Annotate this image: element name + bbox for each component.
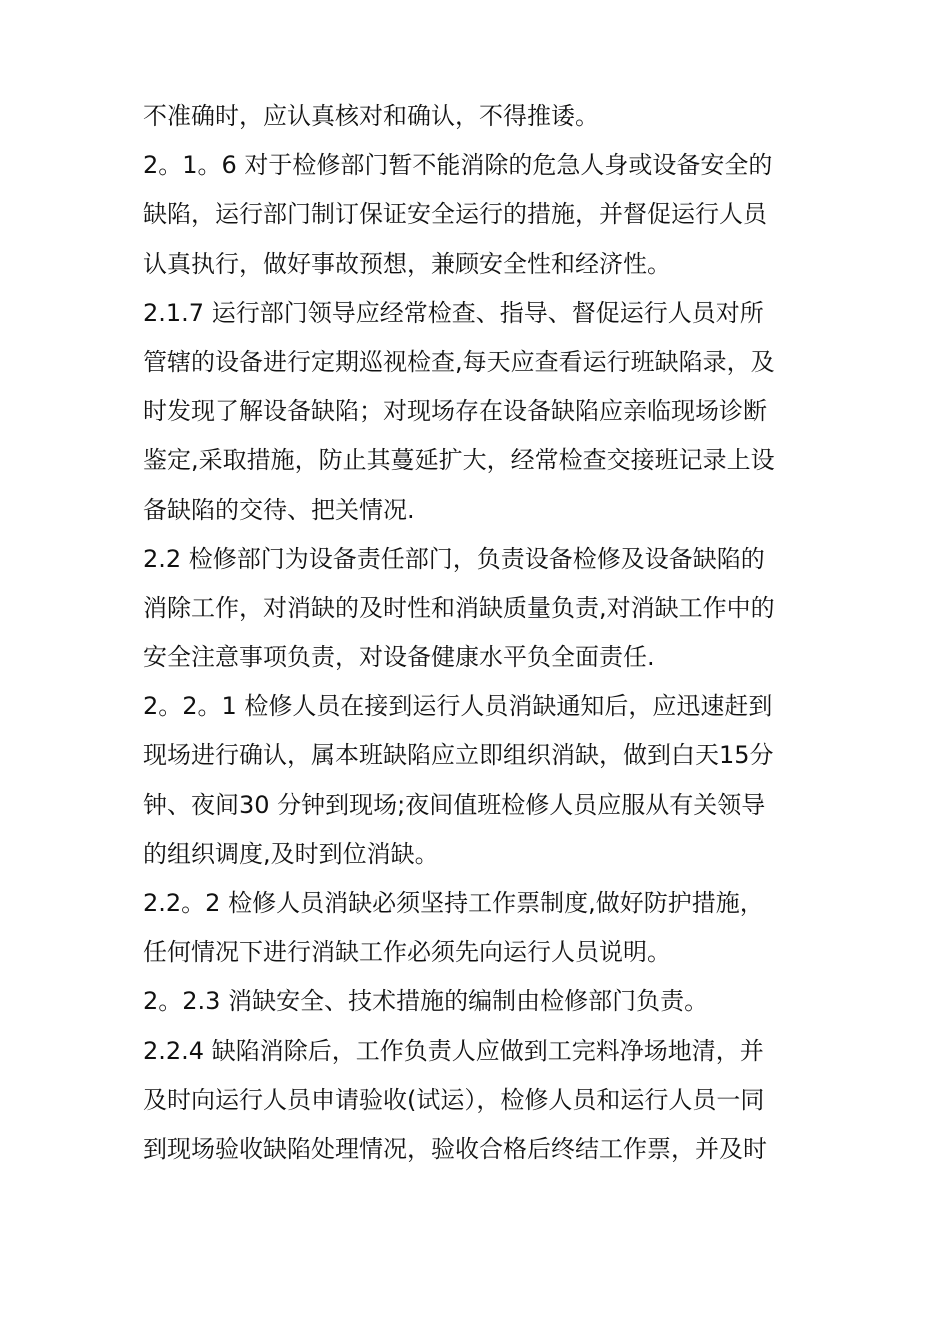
text-line: 到现场验收缺陷处理情况，验收合格后终结工作票，并及时 (143, 1134, 767, 1163)
text-line: 2.2.4 缺陷消除后，工作负责人应做到工完料净场地清，并 (143, 1036, 764, 1065)
text-line: 2.2 检修部门为设备责任部门，负责设备检修及设备缺陷的 (143, 544, 765, 573)
text-line: 2。1。6 对于检修部门暂不能消除的危急人身或设备安全的 (143, 151, 773, 180)
text-line: 时发现了解设备缺陷；对现场存在设备缺陷应亲临现场诊断 (143, 397, 767, 426)
text-line: 2。2。1 检修人员在接到运行人员消缺通知后，应迅速赶到 (143, 692, 773, 721)
text-line: 钟、夜间30 分钟到现场;夜间值班检修人员应服从有关领导 (143, 790, 766, 819)
text-line: 2.1.7 运行部门领导应经常检查、指导、督促运行人员对所 (143, 298, 764, 327)
text-line: 任何情况下进行消缺工作必须先向运行人员说明。 (143, 938, 671, 967)
text-line: 消除工作，对消缺的及时性和消缺质量负责,对消缺工作中的 (143, 593, 775, 622)
text-line: 鉴定,采取措施，防止其蔓延扩大，经常检查交接班记录上设 (143, 446, 775, 475)
text-line: 及时向运行人员申请验收(试运），检修人员和运行人员一同 (143, 1085, 765, 1114)
text-line: 备缺陷的交待、把关情况. (143, 495, 415, 524)
text-line: 2.2。2 检修人员消缺必须坚持工作票制度,做好防护措施， (143, 889, 764, 917)
text-line: 现场进行确认，属本班缺陷应立即组织消缺，做到白天15分 (143, 741, 774, 770)
text-line: 缺陷，运行部门制订保证安全运行的措施，并督促运行人员 (143, 200, 767, 229)
text-line: 2。2.3 消缺安全、技术措施的编制由检修部门负责。 (143, 987, 709, 1016)
text-line: 管辖的设备进行定期巡视检查,每天应查看运行班缺陷录，及 (143, 347, 775, 376)
text-line: 认真执行，做好事故预想，兼顾安全性和经济性。 (143, 249, 671, 278)
text-line: 安全注意事项负责，对设备健康水平负全面责任. (143, 643, 655, 672)
text-line: 的组织调度,及时到位消缺。 (143, 839, 439, 868)
body-text (143, 92, 813, 1174)
text-line: 不准确时，应认真核对和确认，不得推诿。 (143, 102, 599, 130)
